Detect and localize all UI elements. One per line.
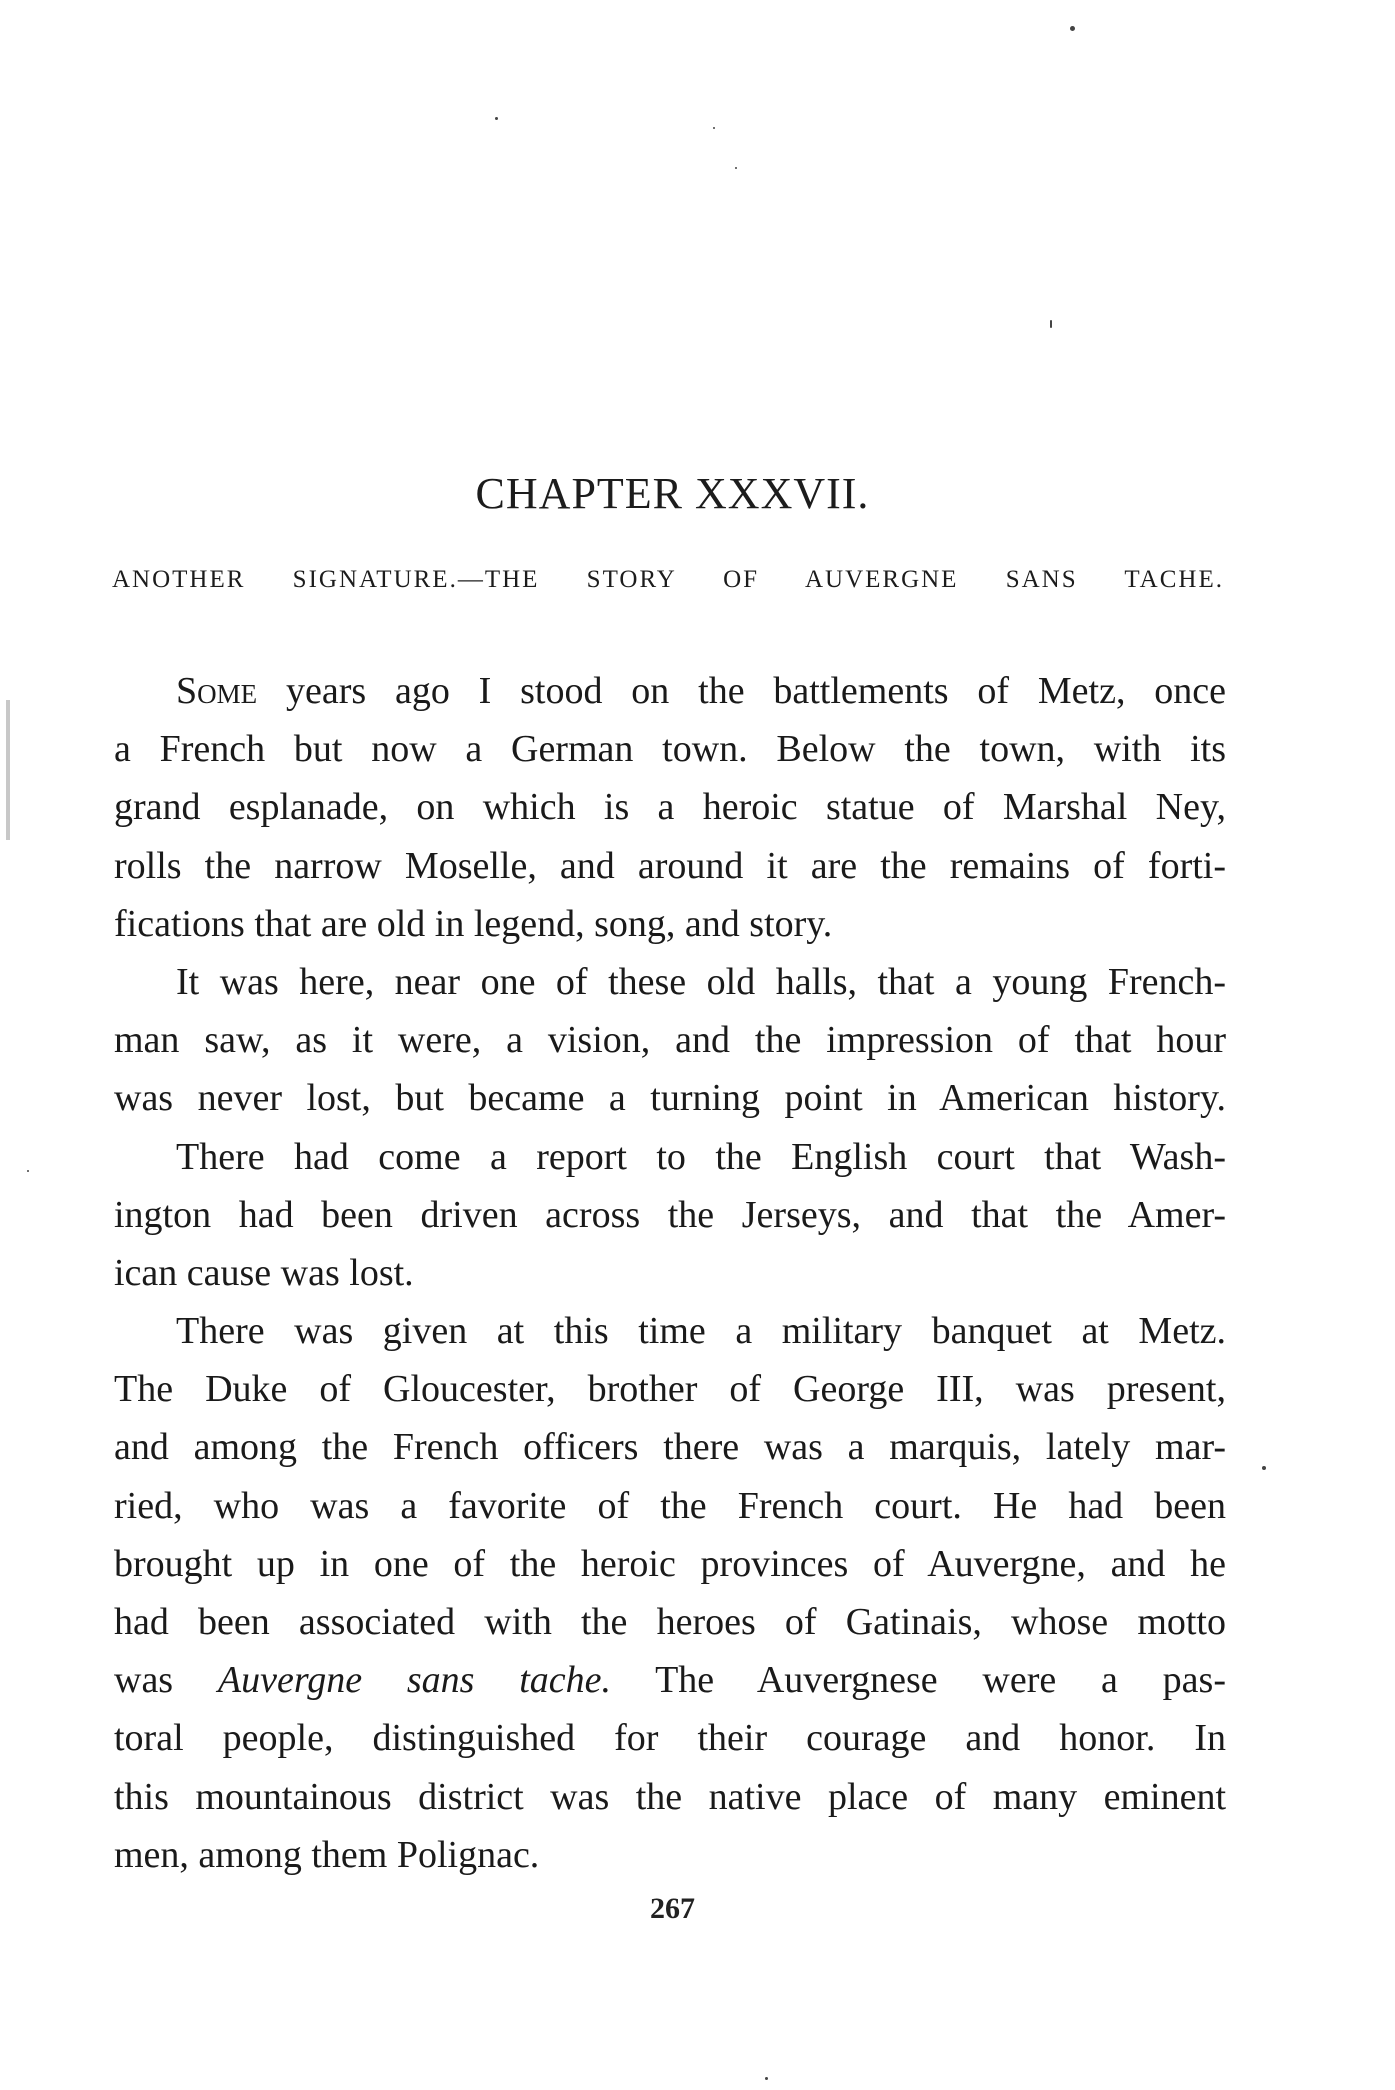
text-line: grand esplanade, on which is a heroic statue of Marshal Ney, <box>114 786 1226 829</box>
text-line: There had come a report to the English court that Wash- <box>176 1135 1226 1178</box>
text-line: ington had been driven across the Jerseys, and that the Amer- <box>114 1193 1226 1236</box>
scan-speck <box>495 117 498 120</box>
motto-italic: Auvergne sans tache. <box>217 1659 611 1702</box>
body-text <box>114 662 1226 1884</box>
scan-speck <box>1050 320 1052 328</box>
drop-lead-word: Some <box>176 670 258 712</box>
text-line: brought up in one of the heroic provinces of Auvergne, and he <box>114 1542 1226 1585</box>
margin-mark <box>6 700 10 840</box>
text-line: this mountainous district was the native place of many eminent <box>114 1775 1226 1818</box>
scan-speck <box>765 2077 768 2080</box>
text-line: fications that are old in legend, song, and story. <box>114 902 833 945</box>
text-line: There was given at this time a military banquet at Metz. <box>176 1310 1226 1353</box>
scan-speck <box>27 1170 29 1172</box>
chapter-title: CHAPTER XXXVII. <box>475 469 870 518</box>
scan-speck <box>1070 26 1075 31</box>
text-line: a French but now a German town. Below the town, with its <box>114 728 1226 771</box>
text-line: The Duke of Gloucester, brother of George III, was present, <box>114 1368 1226 1411</box>
text-line: ican cause was lost. <box>114 1251 414 1294</box>
text-line: men, among them Polignac. <box>114 1833 540 1876</box>
chapter-subtitle: ANOTHER SIGNATURE.—THE STORY OF AUVERGNE SANS TACHE. <box>112 566 1224 593</box>
text-line: rolls the narrow Moselle, and around it are the remains of forti- <box>114 844 1226 887</box>
text-line: ried, who was a favorite of the French court. He had been <box>114 1484 1226 1527</box>
scan-speck <box>713 127 715 129</box>
text-line: It was here, near one of these old halls, that a young French- <box>176 960 1226 1003</box>
text-line: was never lost, but became a turning point in American history. <box>114 1077 1226 1120</box>
page-number: 267 <box>650 1891 695 1925</box>
text-line: was Auvergne sans tache. The Auvergnese were a pas- <box>114 1659 1226 1702</box>
text-line: had been associated with the heroes of Gatinais, whose motto <box>114 1601 1226 1643</box>
scan-speck <box>1262 1466 1266 1470</box>
text-line: and among the French officers there was a marquis, lately mar- <box>114 1426 1226 1469</box>
text-line: man saw, as it were, a vision, and the impression of that hour <box>114 1019 1226 1062</box>
text-line: toral people, distinguished for their courage and honor. In <box>114 1717 1226 1760</box>
text-line: Some years ago I stood on the battlements of Metz, once <box>176 670 1226 712</box>
scan-speck <box>735 167 737 169</box>
